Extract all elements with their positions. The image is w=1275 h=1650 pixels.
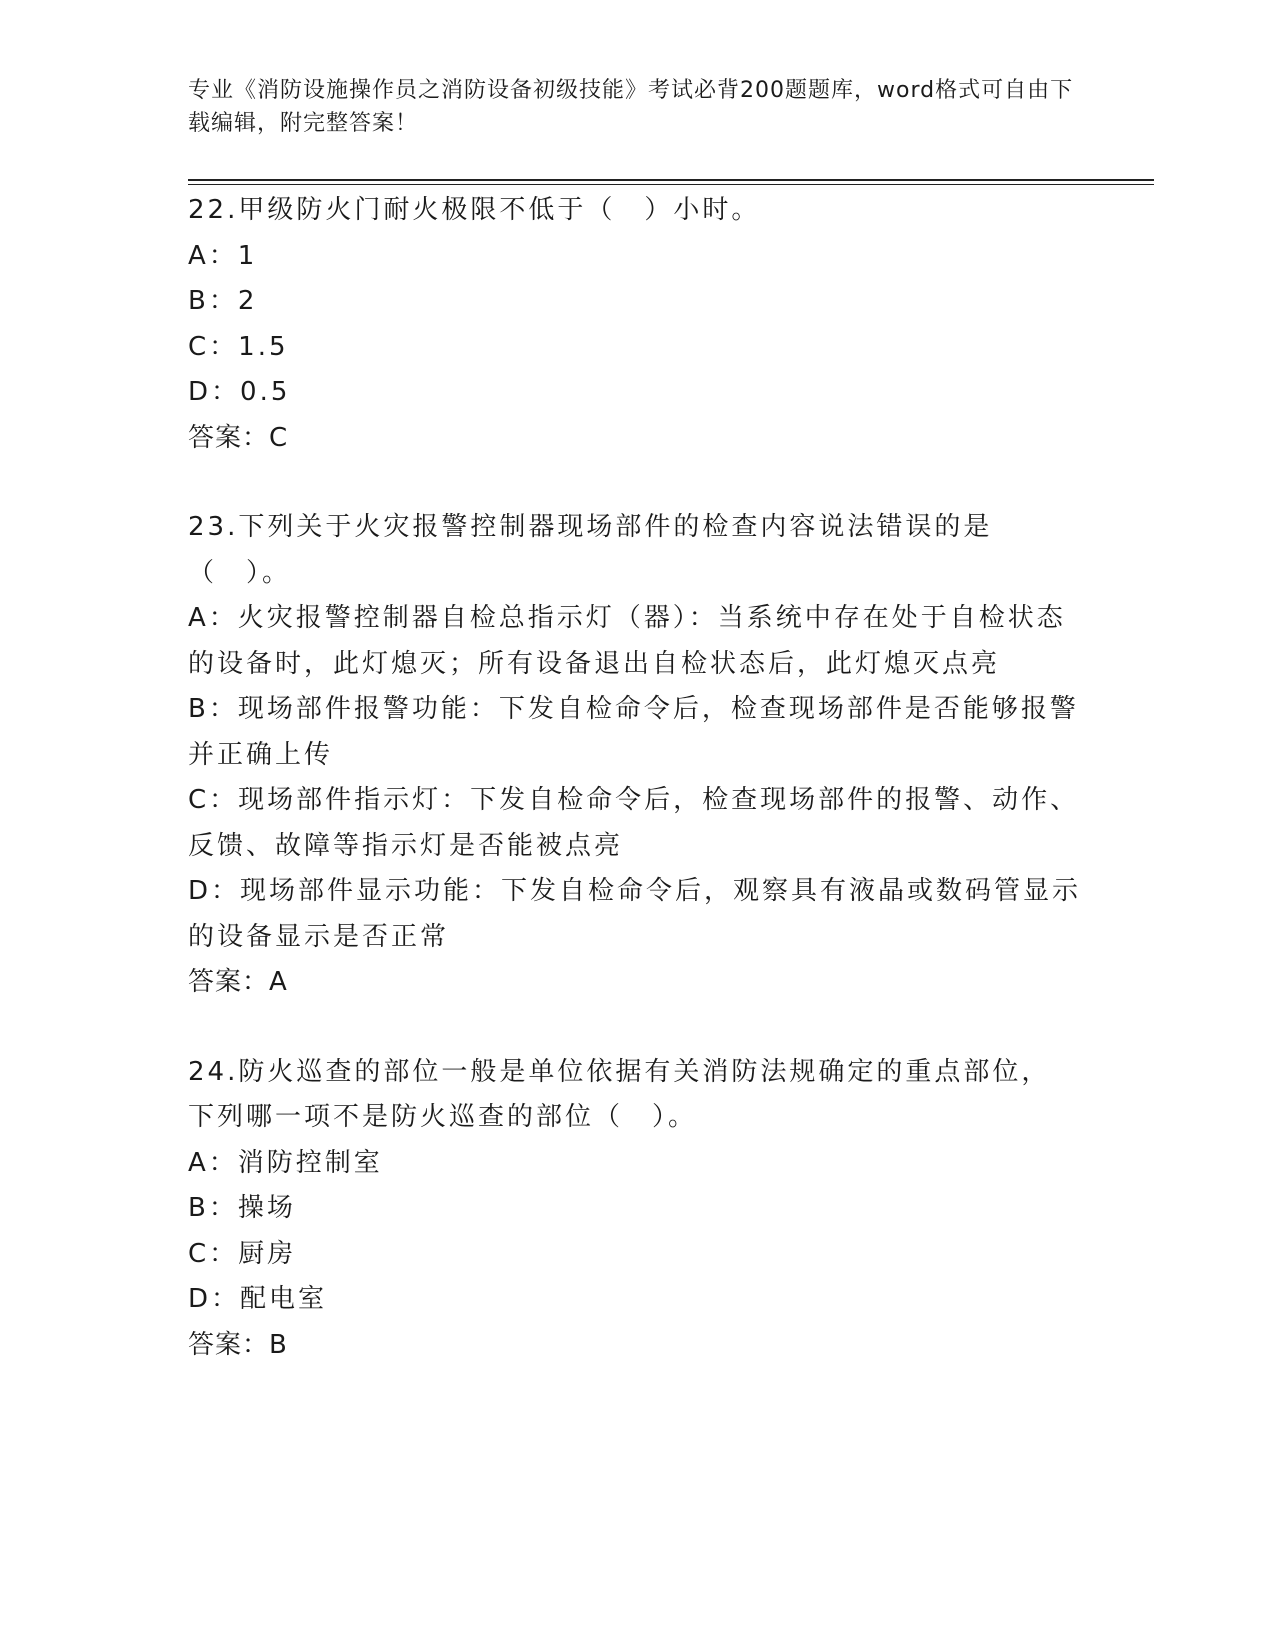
question-stem: 24.防火巡查的部位一般是单位依据有关消防法规确定的重点部位，下列哪一项不是防火巡查的部位（ ）。 (188, 1056, 1051, 1132)
option-text: 操场 (237, 1193, 296, 1223)
header-title: 专业《消防设施操作员之消防设备初级技能》考试必背200题题库，word格式可自由下载编辑，附完整答案！ (188, 78, 1074, 136)
option-text: 火灾报警控制器自检总指示灯（器）：当系统中存在处于自检状态的设备时，此灯熄灭；所有设备退出自检状态后，此灯熄灭点亮 (188, 603, 1066, 679)
option-c (188, 778, 1088, 869)
option-text: 0.5 (240, 377, 291, 407)
option-text: 现场部件指示灯：下发自检命令后，检查现场部件的报警、动作、反馈、故障等指示灯是否能被点亮 (188, 785, 1080, 861)
option-label: D： (188, 1284, 241, 1314)
answer-value: B (269, 1329, 288, 1360)
question-22 (188, 188, 1088, 461)
answer-line (188, 1323, 1088, 1369)
option-label: D： (188, 377, 241, 407)
option-d (188, 1277, 1088, 1323)
option-a (188, 234, 1088, 280)
option-label: B： (188, 1193, 238, 1223)
option-text: 现场部件显示功能：下发自检命令后，观察具有液晶或数码管显示的设备显示是否正常 (188, 876, 1082, 952)
option-c (188, 1232, 1088, 1278)
question-list (188, 188, 1088, 1412)
option-label: A： (188, 603, 238, 633)
answer-line (188, 960, 1088, 1006)
option-text: 现场部件报警功能：下发自检命令后，检查现场部件是否能够报警并正确上传 (188, 694, 1079, 770)
option-b (188, 279, 1088, 325)
option-c (188, 325, 1088, 371)
option-label: B： (188, 286, 238, 316)
option-label: C： (188, 785, 239, 815)
option-text: 配电室 (240, 1284, 328, 1314)
question-23 (188, 505, 1088, 1006)
option-b (188, 687, 1088, 778)
answer-value: C (269, 422, 289, 453)
option-label: A： (188, 1147, 238, 1178)
question-24 (188, 1050, 1088, 1369)
option-text: 1.5 (238, 331, 289, 362)
option-text: 消防控制室 (237, 1147, 383, 1178)
option-d (188, 869, 1088, 960)
document-header (188, 74, 1088, 140)
option-label: C： (188, 1238, 239, 1269)
option-text: 2 (237, 286, 258, 316)
answer-label: 答案： (188, 967, 270, 997)
option-label: B： (188, 694, 238, 724)
header-divider-thick (188, 179, 1154, 181)
option-d (188, 370, 1088, 416)
answer-value: A (269, 967, 288, 997)
option-b (188, 1186, 1088, 1232)
question-stem: 23.下列关于火灾报警控制器现场部件的检查内容说法错误的是（ ）。 (188, 512, 993, 588)
answer-line (188, 416, 1088, 462)
option-text: 1 (237, 240, 258, 271)
option-label: D： (188, 876, 241, 906)
header-divider-thin (188, 184, 1154, 185)
option-a (188, 596, 1088, 687)
option-label: C： (188, 331, 239, 362)
question-stem: 22.甲级防火门耐火极限不低于（ ）小时。 (188, 195, 761, 225)
answer-label: 答案： (188, 1329, 270, 1360)
option-label: A： (188, 240, 238, 271)
answer-label: 答案： (188, 422, 270, 453)
option-text: 厨房 (238, 1238, 297, 1269)
option-a (188, 1141, 1088, 1187)
